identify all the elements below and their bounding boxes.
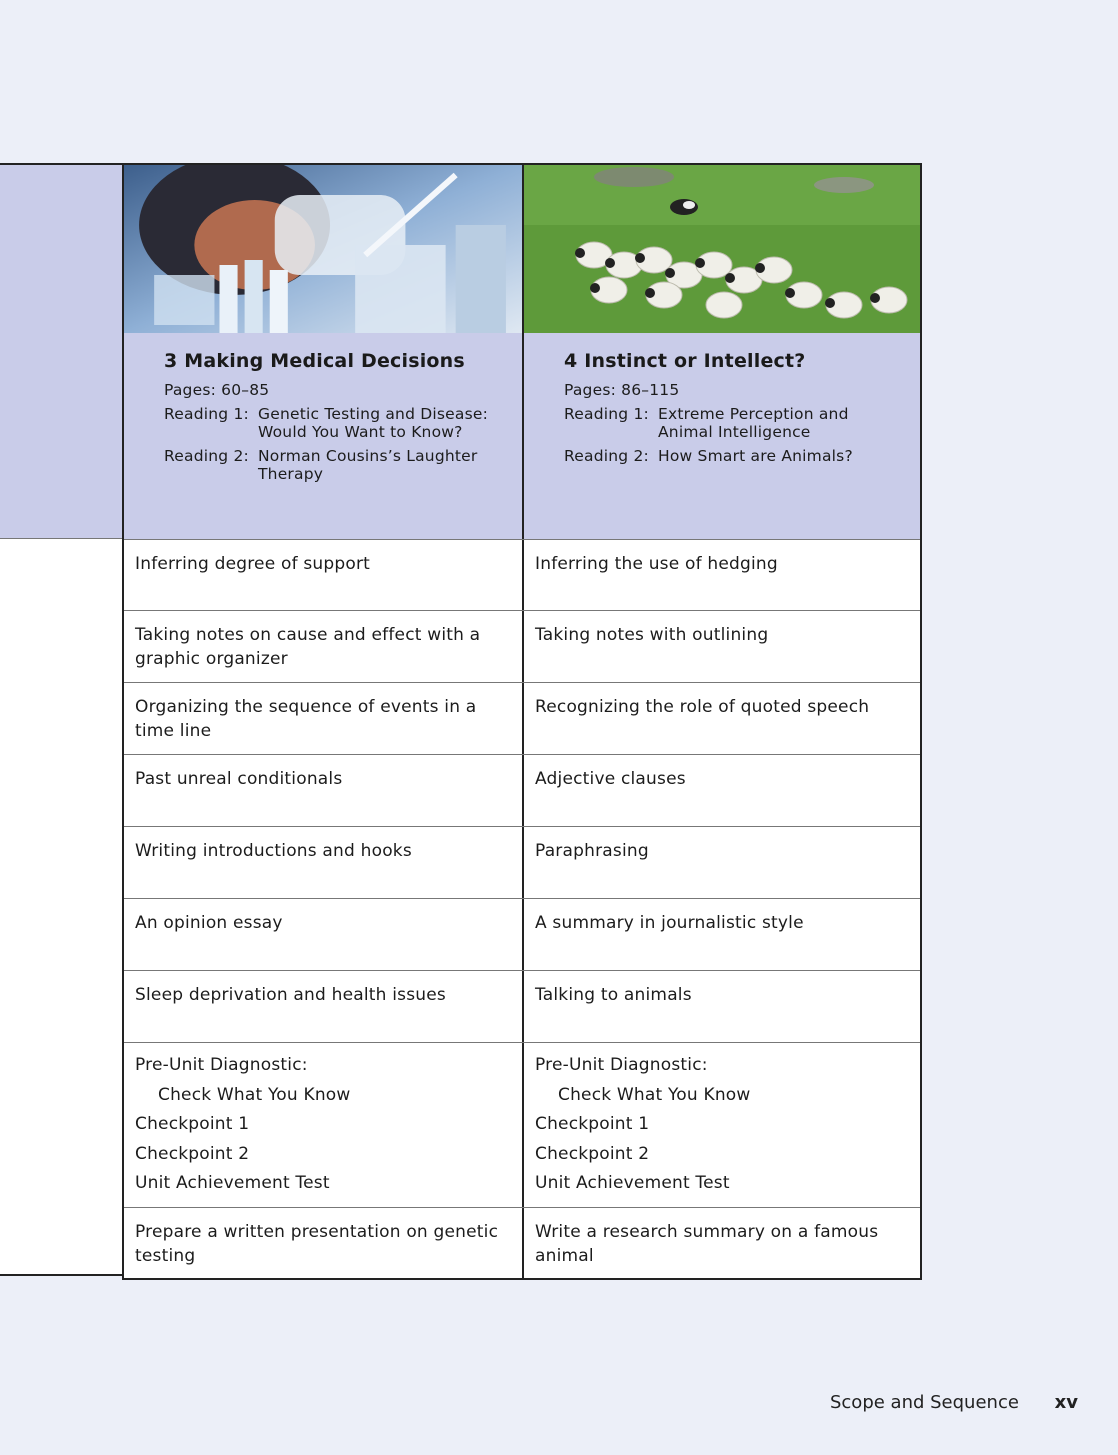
assessment-item: Checkpoint 1	[535, 1114, 650, 1134]
reading-1	[164, 405, 506, 441]
table-cell: Writing introductions and hooks	[135, 841, 412, 861]
assessment-item: Unit Achievement Test	[135, 1173, 330, 1193]
assessment-cell	[124, 1043, 522, 1207]
project-cell: Write a research summary on a famous animal	[522, 1208, 920, 1278]
table-cell: Paraphrasing	[522, 827, 920, 898]
unit-pages: Pages: 60–85	[164, 381, 270, 399]
reading-2	[164, 447, 506, 483]
assessment-item: Check What You Know	[158, 1084, 351, 1105]
table-cell: Inferring degree of support	[135, 554, 371, 574]
reading-label: Reading 2:	[564, 447, 649, 465]
assessment-item: Checkpoint 1	[135, 1114, 250, 1134]
assessment-item: Check What You Know	[558, 1084, 751, 1105]
assessment-item: Pre-Unit Diagnostic:	[135, 1055, 308, 1075]
reading-title: Genetic Testing and Disease: Would You Want to Know?	[258, 405, 489, 441]
assessment-row	[124, 1042, 920, 1207]
unit-title: 4 Instinct or Intellect?	[564, 350, 806, 372]
reading-label: Reading 1:	[564, 405, 649, 423]
table-cell: An opinion essay	[135, 913, 283, 933]
reading-1	[564, 405, 904, 441]
project-row	[124, 1207, 920, 1278]
project-cell: Prepare a written presentation on genetic testing	[135, 1222, 499, 1266]
footer-section-title: Scope and Sequence	[829, 1392, 1019, 1413]
table-row	[124, 826, 920, 898]
table-cell: A summary in journalistic style	[522, 899, 920, 970]
unit-header-row	[124, 165, 920, 539]
table-row	[124, 898, 920, 970]
assessment-item: Checkpoint 2	[135, 1143, 250, 1164]
assessment-item: Pre-Unit Diagnostic:	[535, 1055, 708, 1075]
assessment-item: Checkpoint 2	[535, 1143, 650, 1164]
table-cell: Taking notes with outlining	[522, 611, 920, 682]
table-cell: Past unreal conditionals	[135, 769, 343, 789]
table-row	[124, 682, 920, 754]
page-number: xv	[1054, 1392, 1078, 1413]
scope-sequence-table	[122, 163, 922, 1280]
table-cell: Inferring the use of hedging	[522, 540, 920, 610]
reading-title: Norman Cousins’s Laughter Therapy	[258, 447, 478, 483]
unit-4-header	[522, 165, 920, 539]
table-cell: Recognizing the role of quoted speech	[522, 683, 920, 754]
assessment-cell	[522, 1043, 920, 1207]
table-cell: Talking to animals	[522, 971, 920, 1042]
sheepdog-herding-sheep-photo	[524, 165, 920, 333]
unit-3-header	[124, 165, 522, 539]
side-column-body	[0, 539, 122, 1276]
table-cell: Adjective clauses	[522, 755, 920, 826]
reading-label: Reading 1:	[164, 405, 249, 423]
reading-title: How Smart are Animals?	[658, 447, 853, 465]
reading-label: Reading 2:	[164, 447, 249, 465]
table-row	[124, 970, 920, 1042]
page-footer	[830, 1392, 1078, 1413]
unit-title: 3 Making Medical Decisions	[164, 350, 465, 372]
table-cell: Sleep deprivation and health issues	[135, 985, 446, 1005]
lab-scientist-photo	[124, 165, 522, 333]
unit-pages: Pages: 86–115	[564, 381, 680, 399]
side-column-header	[0, 163, 122, 539]
assessment-item: Unit Achievement Test	[535, 1173, 730, 1193]
reading-2	[564, 447, 904, 465]
reading-title: Extreme Perception and Animal Intelligence	[658, 405, 849, 441]
table-row	[124, 539, 920, 610]
table-row	[124, 754, 920, 826]
table-row	[124, 610, 920, 682]
table-cell: Organizing the sequence of events in a time line	[135, 697, 477, 741]
table-cell: Taking notes on cause and effect with a graphic organizer	[135, 625, 481, 669]
